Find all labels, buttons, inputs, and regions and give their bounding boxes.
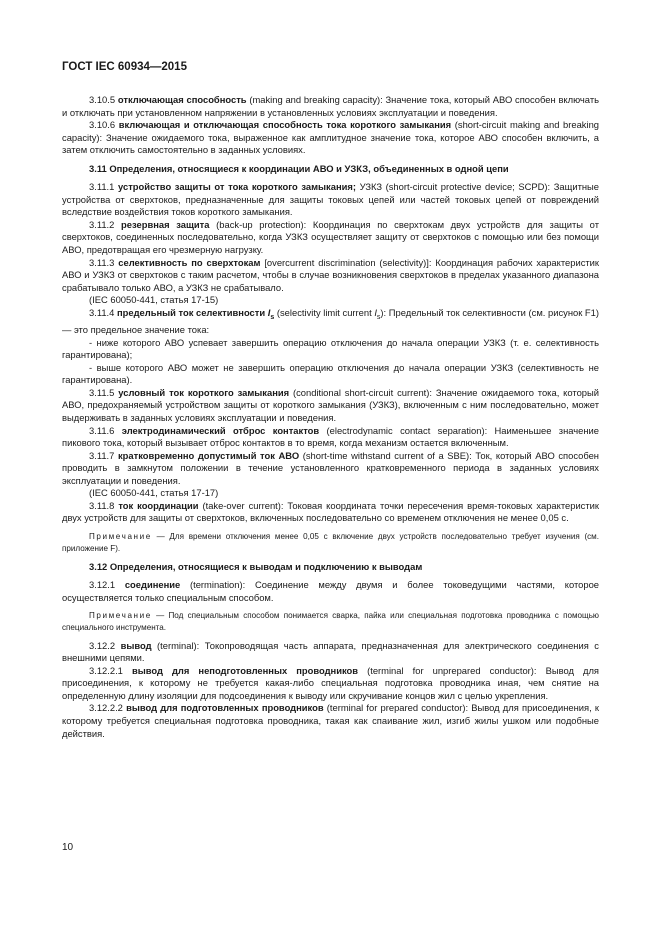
clause-3-12-2 xyxy=(62,640,599,665)
clause-text: УЗКЗ (short-circuit protective device; SCPD): Защитные устройства от сверхтоков, предназначенные для защиты токовых цепей или частей токовых цепей от повреждений вследствие воздействия токов короткого замыкания. xyxy=(62,181,600,218)
clause-term: вывод xyxy=(120,639,152,651)
clause-term: селективность по сверхтокам xyxy=(118,256,261,268)
clause-3-11-7 xyxy=(62,450,599,488)
section-heading-3-12: 3.12 Определения, относящиеся к выводам и подключению к выводам xyxy=(89,560,423,572)
clause-3-11-2 xyxy=(62,219,599,257)
clause-number: 3.11.6 xyxy=(89,424,115,436)
note-label: Примечание xyxy=(89,611,152,621)
clause-number: 3.11.1 xyxy=(89,181,115,193)
clause-term: условный ток короткого замыкания xyxy=(118,386,290,398)
clause-3-11-3 xyxy=(62,257,599,295)
clause-3-12-2-1 xyxy=(62,665,599,703)
page-header: ГОСТ IEC 60934—2015 xyxy=(62,61,187,73)
clause-3-12-1 xyxy=(62,579,599,604)
clause-3-11-8 xyxy=(62,500,599,525)
clause-term: электродинамический отброс контактов xyxy=(121,424,320,436)
clause-3-11-1 xyxy=(62,181,599,219)
clause-text: (short-circuit making and breaking capacity): Значение ожидаемого тока, выраженное как амплитудное значение тока, которое АВО способен включить, а затем отключить самостоятельно в заданных условиях. xyxy=(62,119,600,156)
page-content xyxy=(62,94,599,740)
clause-text: (terminal): Токопроводящая часть аппарата, предназначенная для электрического соединения с внешними цепями. xyxy=(62,639,599,664)
clause-term: предельный ток селективности xyxy=(116,306,266,318)
clause-term: вывод для подготовленных проводников xyxy=(126,702,324,714)
section-heading-3-11: 3.11 Определения, относящиеся к координации АВО и УЗКЗ, объединенных в одной цепи xyxy=(89,162,509,174)
reference-17-17: (IEC 60050-441, статья 17-17) xyxy=(89,487,219,499)
symbol-is-inline: I xyxy=(374,306,377,318)
clause-number: 3.12.2.1 xyxy=(89,664,123,676)
clause-text: ): Предельный ток селективности (см. рисунок F1) — это предельное значение тока: xyxy=(62,306,599,336)
list-item: - ниже которого АВО успевает завершить операцию отключения до начала операции УЗКЗ (т. е. селективность гарантирована); xyxy=(62,336,599,361)
clause-term: вывод для неподготовленных проводников xyxy=(131,664,359,676)
clause-number: 3.10.6 xyxy=(89,119,116,131)
clause-text: (back-up protection): Координация по сверхтокам двух устройств для защиты от сверхтоков, соединенных последовательно, когда УЗКЗ осуществляет защиту от сверхтоков с помощью или без помощи АВО, предотвращая его чрезмерную нагрузку. xyxy=(62,218,599,256)
clause-number: 3.11.3 xyxy=(89,256,115,268)
note-text: — Под специальным способом понимается сварка, пайка или специальная подготовка проводника с помощью специального инструмента. xyxy=(62,611,599,632)
clause-number: 3.10.5 xyxy=(89,94,116,105)
symbol-is: I xyxy=(267,306,271,318)
page-number: 10 xyxy=(62,842,74,853)
clause-term: соединение xyxy=(124,579,181,591)
clause-text: (conditional short-circuit current): Значение ожидаемого тока, который АВО, предохраняемый устройством защиты от короткого замыкания (УЗКЗ), включенным с ним последовательно, может выдерживать в заданных условиях эксплуатации и поведения. xyxy=(62,386,599,423)
clause-3-11-6 xyxy=(62,425,599,450)
clause-text: (selectivity limit current xyxy=(274,306,375,318)
clause-term: ток координации xyxy=(118,499,199,511)
symbol-subscript-inline: s xyxy=(376,313,381,321)
clause-term: резервная защита xyxy=(121,218,210,230)
clause-text: (termination): Соединение между двумя и более токоведущими частями, которое осуществляется только специальным способом. xyxy=(62,579,599,603)
clause-3-10-6 xyxy=(62,119,599,157)
clause-number: 3.11.7 xyxy=(89,449,115,461)
symbol-subscript: s xyxy=(270,313,275,321)
clause-term: кратковременно допустимый ток АВО xyxy=(117,449,300,461)
clause-text: (making and breaking capacity): Значение тока, который АВО способен включать и отключать при установленном напряжении в установленных условиях эксплуатации и поведения. xyxy=(62,94,599,118)
clause-text: [overcurrent discrimination (selectivity)]: Координация рабочих характеристик АВО и УЗКЗ от сверхтоков с таким расчетом, чтобы в случае возникновения сверхтоков в пределах указанного диапазона срабатывало только АВО, а УЗКЗ не срабатывало. xyxy=(62,256,600,293)
clause-text: (terminal for prepared conductor): Вывод для присоединения, к которому требуется специальная подготовка проводника, такая как спаивание жил, изгиб жилы ушком или подобные действия. xyxy=(62,702,599,739)
clause-number: 3.11.8 xyxy=(89,499,115,511)
clause-number: 3.11.4 xyxy=(89,306,115,318)
clause-3-12-2-2 xyxy=(62,702,599,740)
clause-text: (take-over current): Токовая координата точки пересечения время-токовых характеристик двух устройств для защиты от сверхтоков, включенных последовательно со временем отключения не менее 0,05 с. xyxy=(62,499,599,524)
note-3-11-8 xyxy=(62,531,599,555)
clause-3-11-5 xyxy=(62,387,599,425)
clause-text: (short-time withstand current of a SBE): Ток, который АВО способен проводить в замкнутом положении в течение установленного кратковременного периода в заданных условиях эксплуатации и поведения. xyxy=(62,449,599,486)
clause-number: 3.12.1 xyxy=(89,579,116,591)
clause-number: 3.12.2 xyxy=(89,639,116,651)
clause-3-11-4 xyxy=(62,307,599,337)
clause-term: отключающая способность xyxy=(117,94,247,105)
clause-term: устройство защиты от тока короткого замыкания; xyxy=(118,181,356,193)
list-item: - выше которого АВО может не завершить операцию отключения до начала операции УЗКЗ (селективность не гарантирована). xyxy=(62,361,599,386)
clause-number: 3.11.5 xyxy=(89,386,115,398)
reference-17-15: (IEC 60050-441, статья 17-15) xyxy=(89,294,219,306)
clause-number: 3.12.2.2 xyxy=(89,702,123,714)
clause-term: включающая и отключающая способность тока короткого замыкания xyxy=(118,119,452,131)
clause-3-10-5 xyxy=(62,94,599,119)
note-label: Примечание xyxy=(89,531,152,541)
clause-text: (terminal for unprepared conductor): Вывод для присоединения, к которому не требуется какая-либо специальная подготовка проводника иная, чем снятие на определенную длину изоляции для подсоединения к выводу или скручивание концов жил с целью укрепления. xyxy=(62,664,599,701)
note-text: — Для времени отключения менее 0,05 с включение двух устройств последовательно требует изучения (см. приложение F). xyxy=(62,531,599,553)
note-3-12-1 xyxy=(62,610,599,634)
clause-text: (electrodynamic contact separation): Наименьшее значение пикового тока, который вызывает отброс контактов в то время, когда механизм остается включенным. xyxy=(62,424,599,449)
clause-number: 3.11.2 xyxy=(89,218,115,230)
